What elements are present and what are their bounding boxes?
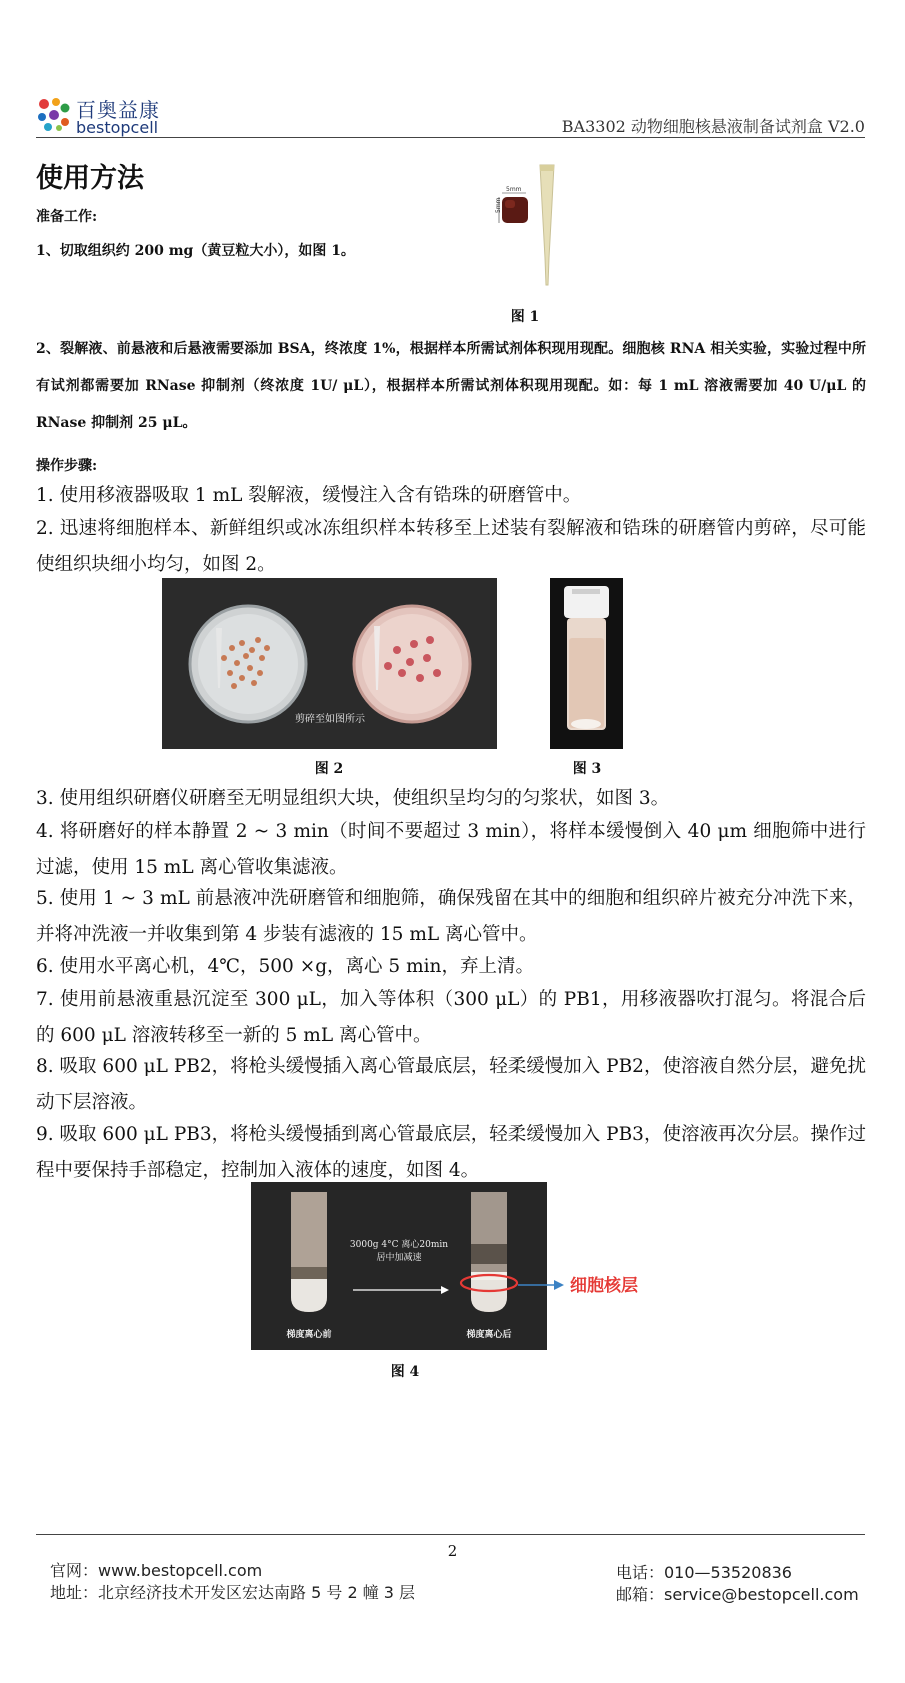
figure-2-image xyxy=(162,578,497,749)
step-3: 3. 使用组织研磨仪研磨至无明显组织大块，使组织呈均匀的匀浆状，如图 3。 xyxy=(36,788,670,809)
figure-1-image xyxy=(490,163,570,293)
step-6: 6. 使用水平离心机，4℃，500 ×g，离心 5 min，弃上清。 xyxy=(36,956,534,977)
logo-chinese-name: 百奥益康 xyxy=(76,98,160,122)
figure-4-annotation xyxy=(518,1270,668,1300)
figure-2-caption: 图 2 xyxy=(314,761,344,777)
fig4-condition-line1: 3000g 4°C 离心20min xyxy=(349,1240,449,1250)
figure-4-image xyxy=(251,1182,547,1350)
section-title: 使用方法 xyxy=(36,163,144,194)
fig4-label-before: 梯度离心前 xyxy=(286,1330,332,1340)
figure-4-caption: 图 4 xyxy=(390,1364,420,1380)
footer-email: 邮箱：service@bestopcell.com xyxy=(616,1585,859,1604)
steps-heading: 操作步骤: xyxy=(36,458,98,474)
prep-item-2: 2、裂解液、前悬液和后悬液需要添加 BSA，终浓度 1%，根据样本所需试剂体积现用现配。细胞核 RNA 相关实验，实验过程中所有试剂都需要加 RNase 抑制剂（终浓度 1U/ μL），根据样本所需试剂体积现用现配。如：每 1 mL 溶液需要加 40 U/μL 的 RNase 抑制剂 25 μL。 xyxy=(36,341,866,431)
figure-1-caption: 图 1 xyxy=(510,309,540,325)
step-1: 1. 使用移液器吸取 1 mL 裂解液，缓慢注入含有锆珠的研磨管中。 xyxy=(36,485,582,506)
fig4-condition-line2: 居中加减速 xyxy=(376,1253,422,1263)
step-7: 7. 使用前悬液重悬沉淀至 300 μL，加入等体积（300 μL）的 PB1，用移液器吹打混匀。将混合后的 600 μL 溶液转移至一新的 5 mL 离心管中。 xyxy=(36,989,866,1046)
header-divider xyxy=(36,137,865,138)
logo-english-name: bestopcell xyxy=(76,118,159,137)
figure-3-caption: 图 3 xyxy=(572,761,602,777)
fig1-width-label: 5mm xyxy=(506,186,522,193)
fig1-height-label: 5mm xyxy=(495,197,502,213)
page-number: 2 xyxy=(447,1542,458,1560)
prep-item-1: 1、切取组织约 200 mg（黄豆粒大小），如图 1。 xyxy=(36,243,355,259)
step-5: 5. 使用 1 ~ 3 mL 前悬液冲洗研磨管和细胞筛，确保残留在其中的细胞和组织碎片被充分冲洗下来，并将冲洗液一并收集到第 4 步装有滤液的 15 mL 离心管中。 xyxy=(36,888,866,945)
step-8: 8. 吸取 600 μL PB2，将枪头缓慢插入离心管最底层，轻柔缓慢加入 PB2，使溶液自然分层，避免扰动下层溶液。 xyxy=(36,1056,866,1113)
fig4-label-after: 梯度离心后 xyxy=(466,1330,512,1340)
footer-phone: 电话：010—53520836 xyxy=(616,1563,792,1582)
fig2-overlay-text: 剪碎至如图所示 xyxy=(295,714,365,725)
step-4: 4. 将研磨好的样本静置 2 ~ 3 min（时间不要超过 3 min），将样本缓慢倒入 40 μm 细胞筛中进行过滤，使用 15 mL 离心管收集滤液。 xyxy=(36,821,866,878)
step-9: 9. 吸取 600 μL PB3，将枪头缓慢插到离心管最底层，轻柔缓慢加入 PB3，使溶液再次分层。操作过程中要保持手部稳定，控制加入液体的速度，如图 4。 xyxy=(36,1124,866,1181)
document-title: BA3302 动物细胞核悬液制备试剂盒 V2.0 xyxy=(561,117,865,136)
step-2: 2. 迅速将细胞样本、新鲜组织或冰冻组织样本转移至上述装有裂解液和锆珠的研磨管内剪碎，尽可能使组织块细小均匀，如图 2。 xyxy=(36,518,866,575)
figure-3-image xyxy=(550,578,623,749)
footer-address: 地址：北京经济技术开发区宏达南路 5 号 2 幢 3 层 xyxy=(50,1583,416,1602)
logo-icon xyxy=(36,96,72,132)
prep-heading: 准备工作: xyxy=(36,209,98,225)
footer-divider xyxy=(36,1534,865,1535)
fig4-nucleus-layer-label: 细胞核层 xyxy=(570,1276,638,1296)
footer-website: 官网：www.bestopcell.com xyxy=(50,1561,263,1580)
